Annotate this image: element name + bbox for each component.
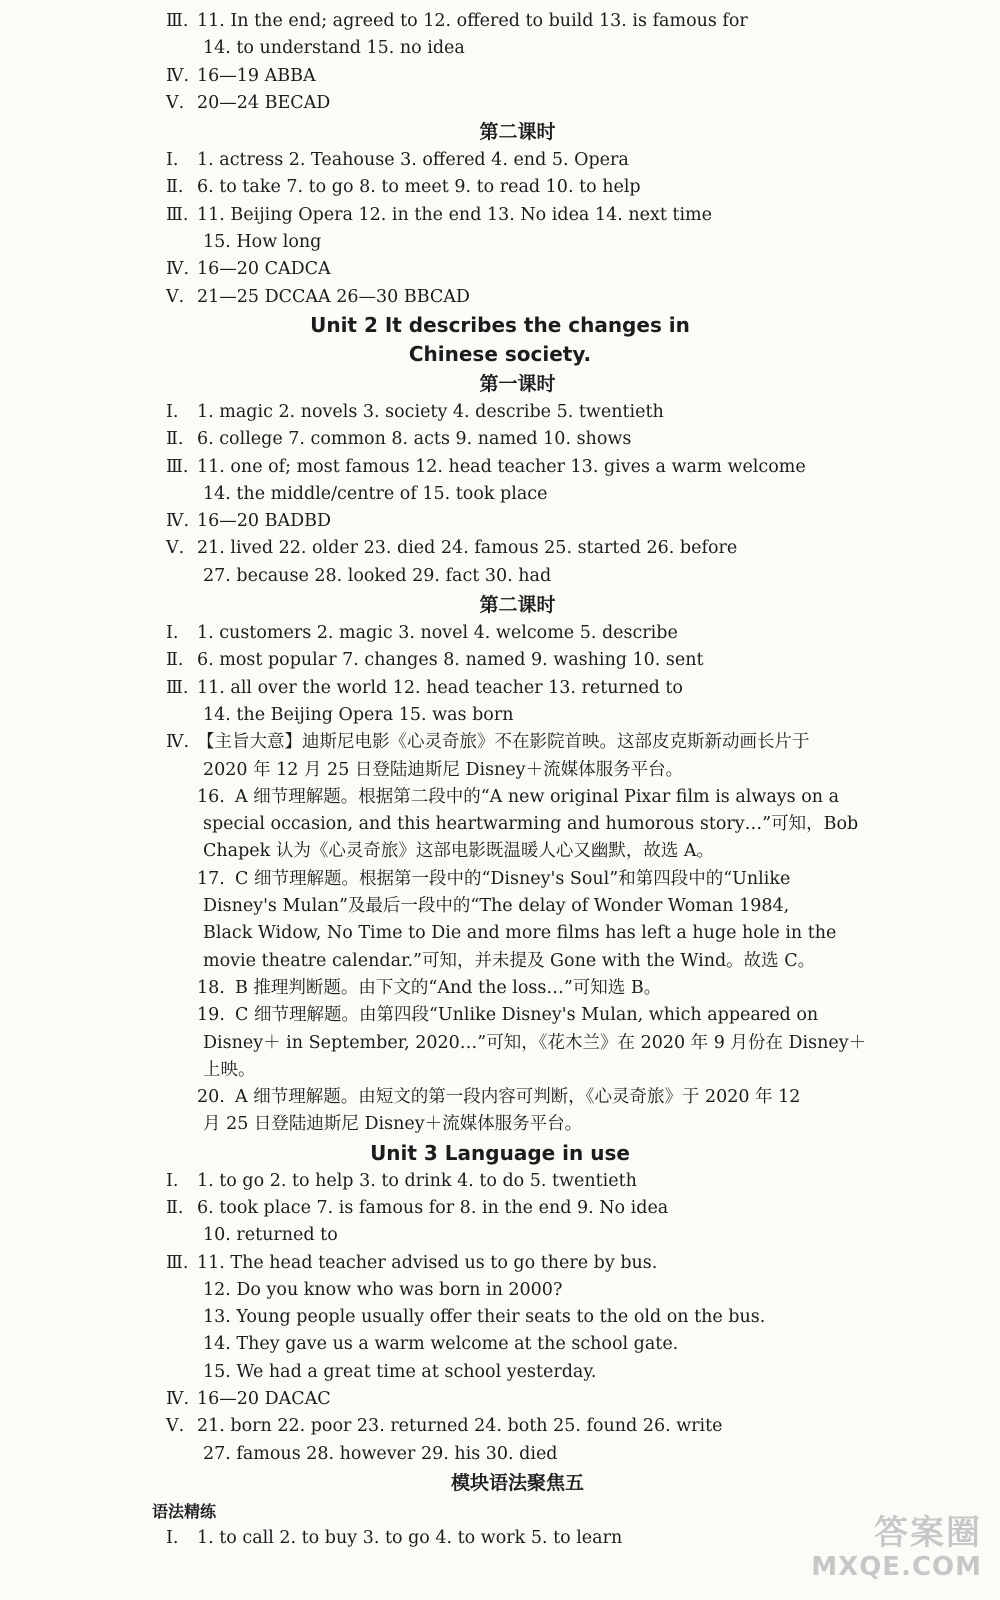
- answer-line: [0, 1277, 1000, 1304]
- answer-line: [0, 1441, 1000, 1468]
- answer-text: 10. returned to: [203, 1225, 338, 1246]
- answer-line: [0, 35, 1000, 62]
- answer-text: 11. In the end; agreed to 12. offered to build 13. is famous for: [197, 11, 748, 31]
- answer-line: [0, 1331, 1000, 1358]
- answer-line: [0, 1304, 1000, 1331]
- section-number: Ⅴ.: [166, 1416, 185, 1437]
- answer-line: [0, 1413, 1000, 1440]
- explanation-line: [0, 811, 1000, 838]
- answer-text: 1. to call 2. to buy 3. to go 4. to work 5. to learn: [197, 1527, 623, 1548]
- answer-text: 16—20 CADCA: [197, 259, 331, 280]
- unit-title: Chinese society.: [408, 341, 592, 366]
- answer-line: [0, 647, 1000, 674]
- lesson-heading: 第二课时: [479, 594, 556, 617]
- answer-text: 21—25 DCCAA 26—30 BBCAD: [197, 286, 470, 307]
- explanation-line: [0, 1111, 1000, 1138]
- answer-page: [0, 8, 1000, 1552]
- answer-text: 14. the Beijing Opera 15. was born: [203, 704, 514, 725]
- watermark-text: 答案圈: [874, 1513, 982, 1553]
- section-number: Ⅰ.: [166, 401, 179, 422]
- answer-text: 16—20 BADBD: [197, 511, 332, 532]
- unit-title: Unit 2 It describes the changes in: [310, 312, 690, 337]
- answer-text: 16—19 ABBA: [197, 65, 316, 86]
- lesson-heading: 第二课时: [479, 121, 556, 144]
- lesson-heading: 第一课时: [479, 372, 556, 395]
- answer-text: 15. We had a great time at school yesterday.: [203, 1361, 597, 1382]
- explanation-line: [0, 948, 1000, 975]
- section-number: Ⅱ.: [166, 429, 184, 450]
- answer-line: [0, 174, 1000, 201]
- explanation-text: Black Widow, No Time to Die and more films has left a huge hole in the: [203, 923, 837, 944]
- explanation-line: [0, 838, 1000, 865]
- answer-line: [0, 63, 1000, 90]
- explanation-line: [0, 1030, 1000, 1057]
- grammar-practice-label: 语法精练: [152, 1501, 217, 1521]
- section-number: Ⅰ.: [166, 150, 179, 171]
- explanation-text: movie theatre calendar.”可知，并未提及 Gone with the Wind。故选 C。: [203, 950, 816, 971]
- answer-text: 21. lived 22. older 23. died 24. famous 25. started 26. before: [197, 538, 738, 559]
- answer-text: 1. actress 2. Teahouse 3. offered 4. end 5. Opera: [197, 150, 629, 171]
- answer-line: [0, 563, 1000, 590]
- answer-line: [0, 399, 1000, 426]
- section-number: Ⅱ.: [166, 1197, 184, 1218]
- module-grammar-heading: 模块语法聚焦五: [450, 1471, 584, 1494]
- answer-line: [0, 620, 1000, 647]
- explanation-text: A 细节理解题。根据第二段中的“A new original Pixar film is always on a: [235, 786, 840, 807]
- answer-text: 1. magic 2. novels 3. society 4. describe 5. twentieth: [197, 401, 664, 422]
- answer-line: [0, 535, 1000, 562]
- section-number: Ⅴ.: [166, 286, 185, 307]
- answer-line: [0, 508, 1000, 535]
- question-number: 18.: [197, 977, 225, 998]
- answer-text: 6. to take 7. to go 8. to meet 9. to read 10. to help: [197, 177, 641, 198]
- answer-text: 1. to go 2. to help 3. to drink 4. to do 5. twentieth: [197, 1170, 637, 1191]
- question-number: 17.: [197, 868, 225, 889]
- question-number: 19.: [197, 1005, 225, 1026]
- section-number: Ⅳ.: [166, 732, 190, 753]
- question-number: 20.: [197, 1087, 225, 1108]
- explanation-text: A 细节理解题。由短文的第一段内容可判断，《心灵奇旅》于 2020 年 12: [235, 1087, 801, 1108]
- answer-text: 13. Young people usually offer their seats to the old on the bus.: [203, 1307, 766, 1328]
- answer-line: [0, 1222, 1000, 1249]
- answer-line: [0, 702, 1000, 729]
- main-idea-text: 2020 年 12 月 25 日登陆迪斯尼 Disney＋流媒体服务平台。: [203, 759, 684, 780]
- answer-line: [0, 481, 1000, 508]
- explanation-line: [0, 1002, 1000, 1029]
- explanation-line: [0, 1084, 1000, 1111]
- section-number: Ⅰ.: [166, 623, 179, 644]
- section-number: Ⅲ.: [166, 11, 189, 31]
- answer-text: 11. The head teacher advised us to go there by bus.: [197, 1252, 658, 1273]
- answer-line: [0, 202, 1000, 229]
- explanation-line: [0, 920, 1000, 947]
- answer-text: 11. Beijing Opera 12. in the end 13. No idea 14. next time: [197, 204, 712, 225]
- answer-line: [0, 90, 1000, 117]
- answer-text: 11. all over the world 12. head teacher 13. returned to: [197, 677, 683, 698]
- answer-line: [0, 256, 1000, 283]
- answer-line: [0, 454, 1000, 481]
- explanation-text: C 细节理解题。根据第一段中的“Disney's Soul”和第四段中的“Unlike: [235, 868, 791, 889]
- section-number: Ⅰ.: [166, 1170, 179, 1191]
- answer-text: 14. to understand 15. no idea: [203, 38, 465, 59]
- section-number: Ⅲ.: [166, 456, 189, 477]
- explanation-text: B 推理判断题。由下文的“And the loss…”可知选 B。: [235, 977, 662, 998]
- answer-line: [0, 426, 1000, 453]
- explanation-line: [0, 784, 1000, 811]
- answer-text: 1. customers 2. magic 3. novel 4. welcome 5. describe: [197, 623, 678, 644]
- explanation-line: [0, 1057, 1000, 1084]
- explanation-text: Disney's Mulan”及最后一段中的“The delay of Wonder Woman 1984,: [203, 896, 790, 917]
- answer-text: 14. the middle/centre of 15. took place: [203, 483, 548, 504]
- section-number: Ⅱ.: [166, 650, 184, 671]
- section-number: Ⅳ.: [166, 511, 190, 532]
- answer-line: [0, 1195, 1000, 1222]
- answer-line: [0, 1386, 1000, 1413]
- answer-line: [0, 729, 1000, 756]
- answer-line: [0, 1359, 1000, 1386]
- explanation-text: 上映。: [203, 1059, 256, 1080]
- answer-text: 20—24 BECAD: [197, 92, 331, 113]
- answer-text: 21. born 22. poor 23. returned 24. both 25. found 26. write: [197, 1416, 723, 1437]
- answer-line: [0, 147, 1000, 174]
- explanation-text: C 细节理解题。由第四段“Unlike Disney's Mulan, which appeared on: [235, 1005, 819, 1026]
- answer-text: 6. college 7. common 8. acts 9. named 10. shows: [197, 429, 632, 450]
- answer-text: 16—20 DACAC: [197, 1389, 331, 1410]
- explanation-text: 月 25 日登陆迪斯尼 Disney＋流媒体服务平台。: [203, 1114, 583, 1135]
- answer-text: 14. They gave us a warm welcome at the school gate.: [203, 1334, 679, 1355]
- section-number: Ⅰ.: [166, 1527, 179, 1548]
- section-number: Ⅲ.: [166, 1252, 189, 1273]
- answer-line: [0, 8, 1000, 35]
- watermark-url: MXQE.COM: [811, 1552, 982, 1582]
- explanation-text: Disney＋ in September, 2020…”可知，《花木兰》在 2020 年 9 月份在 Disney＋: [203, 1032, 867, 1053]
- watermark-logo: [811, 1513, 982, 1584]
- answer-text: 11. one of; most famous 12. head teacher 13. gives a warm welcome: [197, 456, 806, 477]
- explanation-line: [0, 975, 1000, 1002]
- section-number: Ⅳ.: [166, 1389, 190, 1410]
- main-idea-text: 【主旨大意】迪斯尼电影《心灵奇旅》不在影院首映。这部皮克斯新动画长片于: [197, 732, 810, 753]
- answer-text: 6. most popular 7. changes 8. named 9. washing 10. sent: [197, 650, 704, 671]
- section-number: Ⅳ.: [166, 259, 190, 280]
- answer-text: 15. How long: [203, 232, 322, 253]
- section-number: Ⅴ.: [166, 92, 185, 113]
- answer-line: [0, 757, 1000, 784]
- answer-line: [0, 1250, 1000, 1277]
- answer-text: 12. Do you know who was born in 2000?: [203, 1279, 563, 1300]
- section-number: Ⅱ.: [166, 177, 184, 198]
- section-number: Ⅴ.: [166, 538, 185, 559]
- answer-line: [0, 284, 1000, 311]
- section-number: Ⅲ.: [166, 204, 189, 225]
- explanation-line: [0, 866, 1000, 893]
- explanation-text: special occasion, and this heartwarming and humorous story…”可知，Bob: [203, 814, 859, 835]
- explanation-text: Chapek 认为《心灵奇旅》这部电影既温暖人心又幽默，故选 A。: [203, 841, 715, 862]
- section-number: Ⅲ.: [166, 677, 189, 698]
- answer-text: 6. took place 7. is famous for 8. in the end 9. No idea: [197, 1197, 669, 1218]
- answer-line: [0, 1168, 1000, 1195]
- question-number: 16.: [197, 786, 225, 807]
- section-number: Ⅳ.: [166, 65, 190, 86]
- unit-title: Unit 3 Language in use: [370, 1140, 630, 1165]
- answer-line: [0, 229, 1000, 256]
- answer-text: 27. famous 28. however 29. his 30. died: [203, 1443, 558, 1464]
- answer-text: 27. because 28. looked 29. fact 30. had: [203, 565, 552, 586]
- explanation-line: [0, 893, 1000, 920]
- answer-line: [0, 675, 1000, 702]
